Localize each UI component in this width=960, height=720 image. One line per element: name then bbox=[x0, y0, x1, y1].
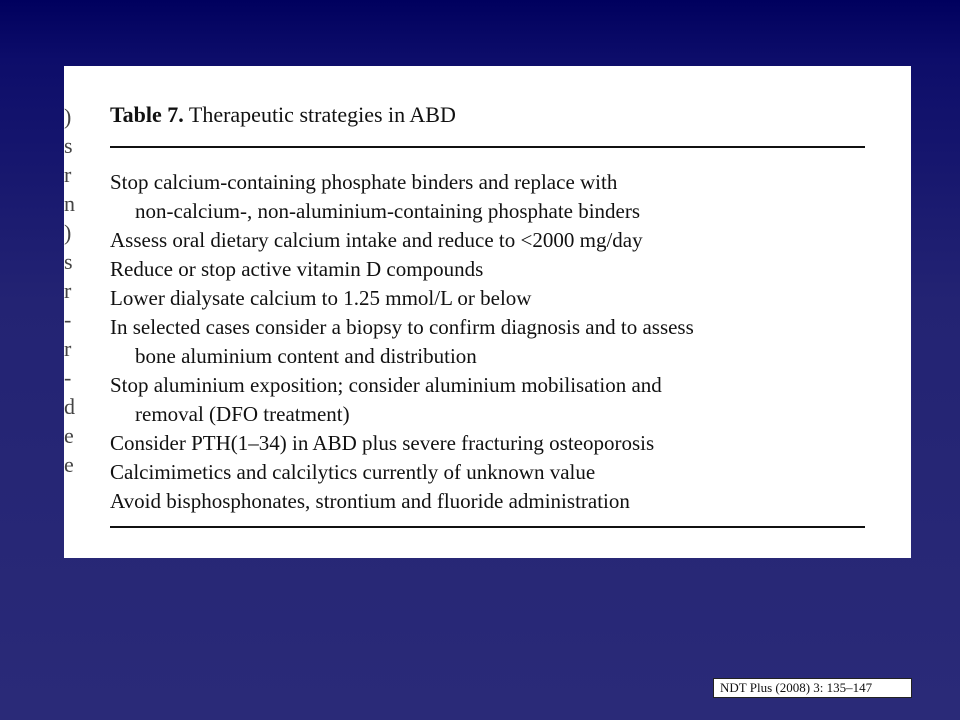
row-text: Consider PTH(1–34) in ABD plus severe fracturing osteoporosis bbox=[110, 431, 655, 455]
row-text: Avoid bisphosphonates, strontium and fluoride administration bbox=[110, 489, 630, 513]
margin-fragment: s bbox=[64, 133, 72, 158]
margin-fragment: r bbox=[64, 162, 71, 187]
row-text-continued: bone aluminium content and distribution bbox=[135, 344, 477, 368]
margin-fragment: - bbox=[64, 365, 71, 390]
margin-fragment: ) bbox=[64, 220, 71, 245]
table-row bbox=[110, 313, 870, 371]
table-title-text: Therapeutic strategies in ABD bbox=[188, 102, 456, 127]
table-top-rule bbox=[110, 146, 865, 148]
citation: NDT Plus (2008) 3: 135–147 bbox=[713, 678, 912, 698]
table-rows bbox=[110, 168, 870, 516]
row-text: Calcimimetics and calcilytics currently of unknown value bbox=[110, 460, 596, 484]
margin-fragment: r bbox=[64, 336, 71, 361]
margin-fragment: n bbox=[64, 191, 74, 216]
margin-fragment: e bbox=[64, 423, 73, 448]
row-text: Reduce or stop active vitamin D compounds bbox=[110, 257, 484, 281]
table-row bbox=[110, 226, 870, 255]
table-label: Table 7. bbox=[110, 102, 184, 127]
row-text: In selected cases consider a biopsy to confirm diagnosis and to assess bbox=[110, 315, 694, 339]
table-row bbox=[110, 487, 870, 516]
cropped-margin-text bbox=[64, 102, 80, 479]
table-title bbox=[110, 102, 456, 128]
row-text: Lower dialysate calcium to 1.25 mmol/L or below bbox=[110, 286, 532, 310]
table-row bbox=[110, 284, 870, 313]
margin-fragment: ) bbox=[64, 104, 71, 129]
row-text-continued: non-calcium-, non-aluminium-containing phosphate binders bbox=[135, 199, 641, 223]
margin-fragment: s bbox=[64, 249, 72, 274]
table-row bbox=[110, 429, 870, 458]
table-bottom-rule bbox=[110, 526, 865, 528]
row-text: Assess oral dietary calcium intake and reduce to <2000 mg/day bbox=[110, 228, 643, 252]
table-row bbox=[110, 371, 870, 429]
table-row bbox=[110, 255, 870, 284]
margin-fragment: - bbox=[64, 307, 71, 332]
table-row bbox=[110, 458, 870, 487]
table-image bbox=[64, 66, 911, 558]
row-text-continued: removal (DFO treatment) bbox=[135, 402, 350, 426]
row-text: Stop calcium-containing phosphate binders and replace with bbox=[110, 170, 618, 194]
margin-fragment: e bbox=[64, 452, 73, 477]
margin-fragment: d bbox=[64, 394, 74, 419]
margin-fragment: r bbox=[64, 278, 71, 303]
table-row bbox=[110, 168, 870, 226]
row-text: Stop aluminium exposition; consider aluminium mobilisation and bbox=[110, 373, 662, 397]
